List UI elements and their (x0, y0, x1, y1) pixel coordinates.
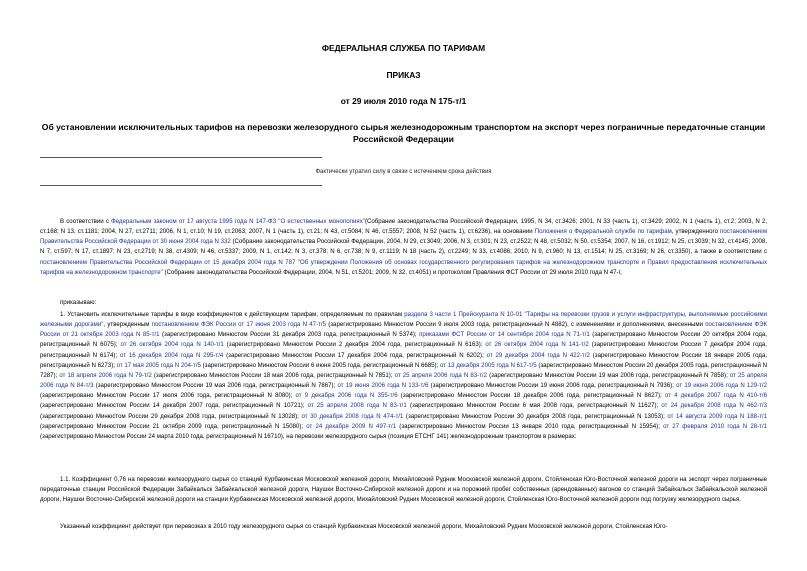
link-fst-474-t1[interactable]: от 30 декабря 2008 года N 474-т/1 (301, 412, 404, 420)
order-word: приказываю: (60, 299, 97, 306)
link-fst-79-t2[interactable]: от 18 апреля 2006 года N 79-т/2 (59, 371, 152, 379)
link-fek-85-t1[interactable]: постановлением ФЭК России от 21 октября 2003 года N 85-т/1 (40, 321, 768, 339)
link-fst-71-t1[interactable]: приказами ФСТ России от 14 сентября 2004 года N 71-т/1 (419, 331, 590, 339)
link-fst-422-t2[interactable]: от 29 декабря 2004 года N 422-т/2 (486, 351, 590, 359)
preamble-paragraph: В соответствии с Федеральным законом от 17 августа 1995 года N 147-ФЗ "О естественных монополиях"(Собрание законодательства Российской Федерации, 1995, N 34, ст.3426; 2001, N 33 (часть 1), ст.3429; 2002, N 1 (часть 1), ст.2; 2003, N 2, ст.168; N 13, ст.1181; 2004, N 27, ст.2711; 2006, N 1, ст.10; N 19, ст.2063; 2007, N 1 (часть 1), ст.21; N 43, ст.5084; N 46, ст.5557; 2008, N 52 (часть 1), ст.6236), на основании Положения о Федеральной службе по тарифам, утвержденного постановлением Правительства Российской Федерации от 30 июня 2004 года N 332 (Собрание законодательства Российской Федерации, 2004, N 29, ст.3049; 2006, N 3, ст.301; N 23, ст.2522; N 48, ст.5032; N 50, ст.5354; 2007, N 16, ст.1912; N 25, ст.3039; N 32, ст.4145; 2008, N 7, ст.597; N 17, ст.1897; N 23, ст.2719; N 38, ст.4309; N 46, ст.5337; 2009, N 1, ст.142; N 3, ст.378; N 6, ст.738; N 9, ст.1119; N 18 (часть 2), ст.2249; N 33, ст.4086; 2010, N 9, ст.960; N 13, ст.1514; N 25, ст.3169; N 26, ст.3350), а также в соответствии с постановлением Правительства Российской Федерации от 15 декабря 2004 года N 787 "Об утверждении Положения об основах государственного регулирования тарифов на железнодорожном транспорте и Правил предоставления исключительных тарифов на железнодорожном транспорте" (Собрание законодательства Российской Федерации, 2004, N 51, ст.5201; 2009, N 32, ст.4051) и протоколом Правления ФСТ России от 29 июля 2010 года N 47-г, (40, 218, 768, 276)
link-government-decree-332[interactable]: постановлением Правительства Российской Федерации от 30 июня 2004 года N 332 (40, 228, 768, 246)
link-fst-204-t5[interactable]: от 17 мая 2005 года N 204-т/5 (116, 361, 201, 369)
link-fst-83-t1[interactable]: от 25 апреля 2008 года N 83-т/1 (307, 402, 407, 410)
document-title: Об установлении исключительных тарифов на перевозки железорудного сырья железнодорожным транспортом на экспорт через пограничные передаточные станции Российской Федерации (41, 122, 766, 144)
link-fst-129-t2[interactable]: от 19 июня 2006 года N 129-т/2 (676, 382, 768, 390)
document-type: ПРИКАЗ (386, 70, 421, 80)
item-1-1-paragraph: 1.1. Коэффициент 0,76 на перевозки железорудного сырья со станций Курбакинская Московской железной дороги, Михайловский Рудник Московской железной дороги, Стойленская Юго-Восточной железной дороги на экспорт через пограничные передаточные станции Российской Федерации Забайкальск Забайкальской железной дороги, Наушки Восточно-Сибирской железной дороги и на порожний пробег собственных (арендованных) вагонов со станций Забайкальск Забайкальской железной дороги, Наушки Восточно-Сибирской железной дороги на станции Курбакинская Московской железной дороги, Михайловский Рудник Московской железной дороги, Стойленская Юго-Восточной железной дороги под погрузку железорудного сырья. (40, 476, 767, 504)
link-fst-83-t2[interactable]: от 25 апреля 2006 года N 83-т/2 (394, 371, 488, 379)
link-fst-regulation[interactable]: Положения о Федеральной службе по тарифам (534, 228, 672, 236)
status-note: Фактически утратил силу в связи с истечением срока действия (315, 169, 492, 175)
link-fst-133-t6[interactable]: от 19 июня 2006 года N 133-т/6 (337, 382, 429, 390)
link-fst-84-t3[interactable]: от 25 апреля 2006 года N 84-т/3 (40, 371, 767, 390)
link-fst-355-t6[interactable]: от 9 декабря 2006 года N 355-т/6 (295, 392, 398, 400)
link-pricelist-10-01[interactable]: раздела 3 части 1 Прейскуранта N 10-01 "Тарифы на перевозки грузов и услуги инфраструктуры, выполняемые российскими железными дорогами" (40, 311, 767, 329)
link-fst-28-t1[interactable]: от 27 февраля 2010 года N 28-т/1 (663, 422, 768, 430)
link-fst-188-t1[interactable]: от 14 августа 2009 года N 188-т/1 (667, 412, 767, 420)
agency-heading: ФЕДЕРАЛЬНАЯ СЛУЖБА ПО ТАРИФАМ (321, 43, 486, 53)
divider-top (40, 157, 322, 158)
link-fst-410-t6[interactable]: от 4 декабря 2007 года N 410-т/6 (664, 392, 767, 400)
link-federal-law-147[interactable]: Федеральным законом от 17 августа 1995 года N 147-ФЗ "О естественных монополиях" (111, 218, 365, 225)
link-fst-140-t1[interactable]: от 26 октября 2004 года N 140-т/1 (120, 341, 224, 349)
link-government-decree-787[interactable]: постановлением Правительства Российской Федерации от 15 декабря 2004 года N 787 "Об утверждении Положения об основах государственного регулирования тарифов на железнодорожном транспорте и Правил предоставления исключительных тарифов на железнодорожном транспорте" (40, 258, 767, 276)
link-fst-295-t4[interactable]: от 16 декабря 2004 года N 295-т/4 (119, 351, 224, 359)
document-date-number: от 29 июля 2010 года N 175-т/1 (340, 96, 467, 106)
link-fst-141-t2[interactable]: от 26 октября 2004 года N 141-т/2 (485, 341, 589, 349)
link-fek-47-t5[interactable]: постановлением ФЭК России от 17 июня 2003 года N 47-т/5 (151, 321, 326, 329)
link-fst-462-t3[interactable]: от 24 декабря 2008 года N 462-т/3 (661, 402, 767, 410)
link-fst-497-t1[interactable]: от 24 декабря 2009 N 497-т/1 (306, 422, 397, 430)
divider-bottom (40, 185, 322, 186)
final-paragraph: Указанный коэффициент действует при перевозках в 2010 году железорудного сырья со станций Курбакинская Московской железной дороги, Михайловский Рудник Московской железной дороги, Стойленская Юго- (60, 523, 668, 530)
link-fst-617-t5[interactable]: от 13 декабря 2005 года N 617-т/5 (439, 361, 537, 369)
item-1-paragraph: 1. Установить исключительные тарифы в виде коэффициентов к действующим тарифам, определяемым по правилам раздела 3 части 1 Прейскуранта N 10-01 "Тарифы на перевозки грузов и услуги инфраструктуры, выполняемые российскими железными дорогами", утвержденным постановлением ФЭК России от 17 июня 2003 года N 47-т/5 (зарегистрировано Минюстом России 9 июля 2003 года, регистрационный N 4882), с изменениями и дополнениями, внесенными постановлением ФЭК России от 21 октября 2003 года N 85-т/1 (зарегистрировано Минюстом России 31 декабря 2003 года, регистрационный N 5374); приказами ФСТ России от 14 сентября 2004 года N 71-т/1 (зарегистрировано Минюстом России 20 октября 2004 года, регистрационный N 6075); от 26 октября 2004 года N 140-т/1 (зарегистрировано Минюстом России 2 декабря 2004 года, регистрационный N 6163); от 26 октября 2004 года N 141-т/2 (зарегистрировано Минюстом России 7 декабря 2004 года, регистрационный N 6174); от 16 декабря 2004 года N 295-т/4 (зарегистрировано Минюстом России 17 декабря 2004 года, регистрационный N 6202); от 29 декабря 2004 года N 422-т/2 (зарегистрировано Минюстом России 18 января 2005 года, регистрационный N 6273); от 17 мая 2005 года N 204-т/5 (зарегистрировано Минюстом России 6 июня 2005 года, регистрационный N 6685); от 13 декабря 2005 года N 617-т/5 (зарегистрировано Минюстом России 20 декабря 2005 года, регистрационный N 7287); от 18 апреля 2006 года N 79-т/2 (зарегистрировано Минюстом России 18 мая 2006 года, регистрационный N 7851); от 25 апреля 2006 года N 83-т/2 (зарегистрировано Минюстом России 19 мая 2006 года, регистрационный N 7858); от 25 апреля 2006 года N 84-т/3 (зарегистрировано Минюстом России 19 мая 2006 года, регистрационный N 7867); от 19 июня 2006 года N 133-т/6 (зарегистрировано Минюстом России 19 июня 2006 года, регистрационный N 7936); от 19 июня 2006 года N 129-т/2 (зарегистрировано Минюстом России 17 июля 2006 года, регистрационный N 8080); от 9 декабря 2006 года N 355-т/6 (зарегистрировано Минюстом России 18 декабря 2006 года, регистрационный N 8627); от 4 декабря 2007 года N 410-т/6 (зарегистрировано Минюстом России 14 декабря 2007 года, регистрационный N 10721); от 25 апреля 2008 года N 83-т/1 (зарегистрировано Минюстом России 6 мая 2008 года, регистрационный N 11627); от 24 декабря 2008 года N 462-т/3 (зарегистрировано Минюстом России 29 декабря 2008 года, регистрационный N 13028); от 30 декабря 2008 года N 474-т/1 (зарегистрировано Минюстом России 30 декабря 2008 года, регистрационный N 13053); от 14 августа 2009 года N 188-т/1 (зарегистрировано Минюстом России 21 октября 2009 года, регистрационный N 15080); от 24 декабря 2009 N 497-т/1 (зарегистрировано Минюстом России 13 января 2010 года, регистрационный N 15954); от 27 февраля 2010 года N 28-т/1 (зарегистрировано Минюстом России 24 марта 2010 года, регистрационный N 16710), на перевозки железорудного сырья (позиция ЕТСНГ 141) железнодорожным транспортом в размерах: (40, 311, 768, 440)
